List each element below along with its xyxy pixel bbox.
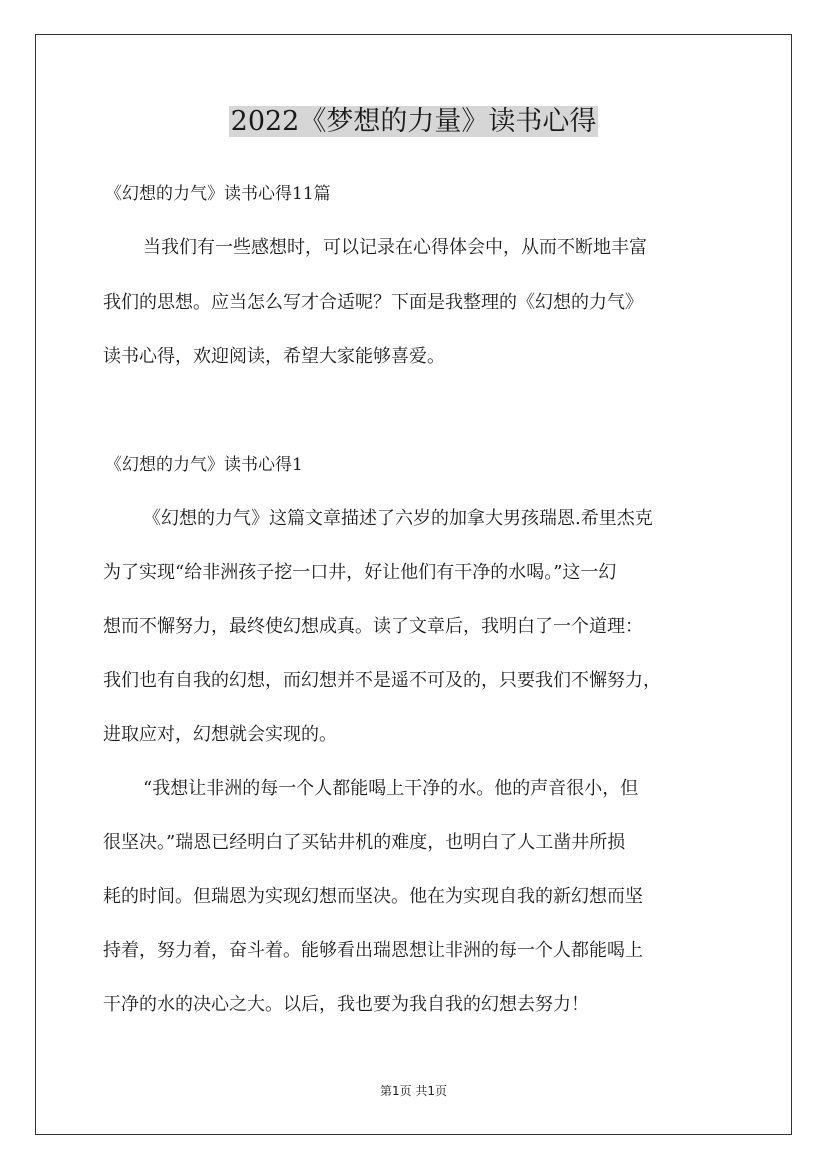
paragraph-line: 进取应对，幻想就会实现的。: [103, 724, 337, 745]
document-title: [0, 100, 827, 144]
paragraph-line: “我想让非洲的每一个人都能喝上干净的水。他的声音很小，但: [143, 778, 639, 799]
intro-line: 我们的思想。应当怎么写才合适呢？下面是我整理的《幻想的力气》: [103, 292, 643, 313]
paragraph-line: 持着，努力着，奋斗着。能够看出瑞恩想让非洲的每一个人都能喝上: [103, 940, 643, 961]
paragraph-line: 耗的时间。但瑞恩为实现幻想而坚决。他在为实现自我的新幻想而坚: [103, 886, 643, 907]
paragraph-line: 干净的水的决心之大。以后，我也要为我自我的幻想去努力！: [103, 994, 589, 1015]
paragraph-line: 想而不懈努力，最终使幻想成真。读了文章后，我明白了一个道理：: [103, 616, 643, 637]
paragraph-line: 为了实现“给非洲孩子挖一口井，好让他们有干净的水喝。”这一幻: [103, 562, 617, 583]
intro-line: 读书心得，欢迎阅读，希望大家能够喜爱。: [103, 346, 445, 367]
section-heading: 《幻想的力气》读书心得1: [105, 455, 303, 475]
intro-line: 当我们有一些感想时，可以记录在心得体会中，从而不断地丰富: [143, 237, 647, 258]
page-footer: 第1页 共1页: [379, 1084, 448, 1098]
paragraph-line: 很坚决。”瑞恩已经明白了买钻井机的难度，也明白了人工凿井所损: [103, 832, 626, 853]
document-title-text: 2022《梦想的力量》读书心得: [230, 106, 597, 137]
document-subtitle: 《幻想的力气》读书心得11篇: [105, 184, 331, 204]
paragraph-line: 我们也有自我的幻想，而幻想并不是遥不可及的，只要我们不懈努力，: [103, 670, 661, 691]
paragraph-line: 《幻想的力气》这篇文章描述了六岁的加拿大男孩瑞恩.希里杰克: [143, 508, 653, 529]
